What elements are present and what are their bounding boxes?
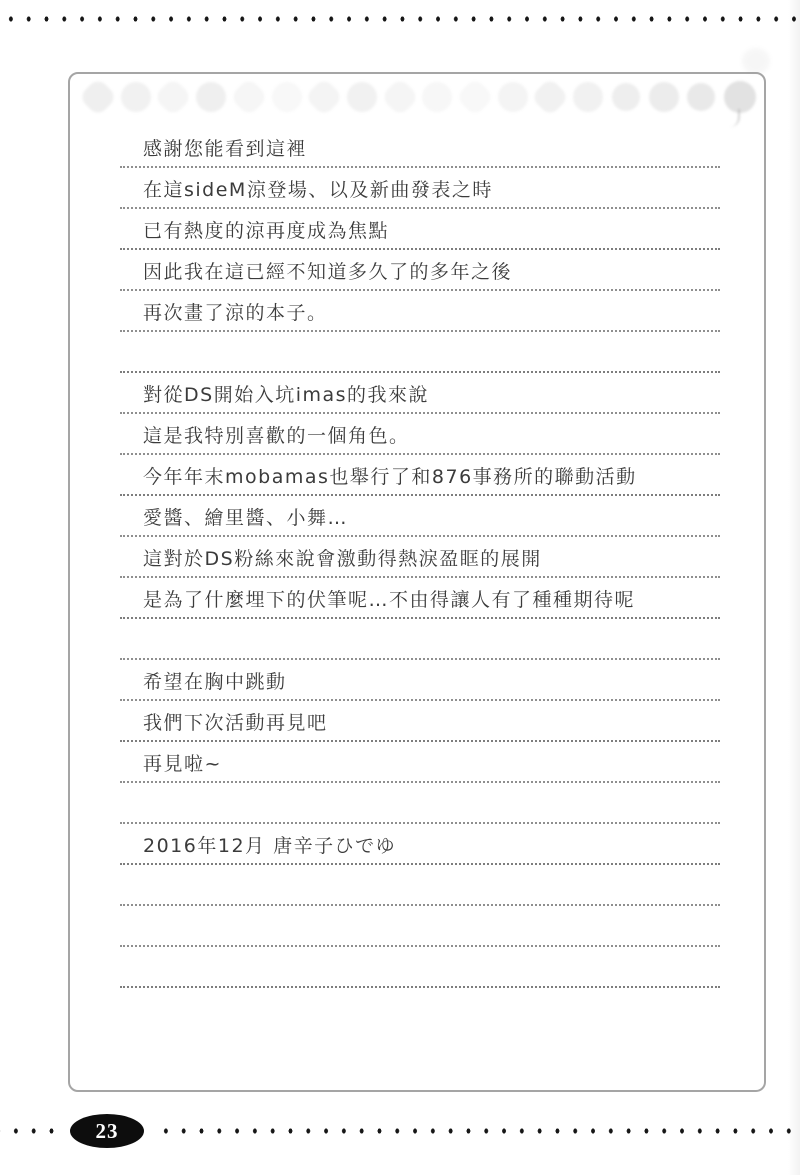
tone-blob-icon <box>573 82 603 112</box>
tone-blob-icon <box>347 82 377 112</box>
line-text: 愛醬、繪里醬、小舞… <box>143 507 349 529</box>
line-text: 再見啦~ <box>143 753 222 775</box>
tone-blob-icon <box>380 77 420 117</box>
scan-smudge <box>742 48 770 74</box>
ruled-line <box>120 127 720 168</box>
ruled-line <box>120 578 720 619</box>
ruled-line <box>120 250 720 291</box>
footer-dotted-border <box>0 1113 800 1149</box>
ruled-line <box>120 414 720 455</box>
tone-blob-icon <box>78 77 118 117</box>
ruled-line <box>120 209 720 250</box>
line-text: 對從DS開始入坑imas的我來說 <box>143 384 430 406</box>
line-text: 感謝您能看到這裡 <box>143 138 308 160</box>
ruled-line <box>120 332 720 373</box>
footer-dots-right <box>157 1125 800 1137</box>
decorative-tone-band <box>84 79 756 115</box>
ruled-line <box>120 455 720 496</box>
top-dotted-border <box>2 13 800 25</box>
ruled-line <box>120 865 720 906</box>
line-text <box>120 652 143 658</box>
tone-blob-icon <box>498 82 528 112</box>
page-number-badge <box>70 1114 144 1148</box>
tone-blob-icon <box>612 83 640 111</box>
line-text: 再次畫了涼的本子。 <box>143 302 328 324</box>
ruled-line <box>120 537 720 578</box>
ruled-line <box>120 619 720 660</box>
tone-blob-icon <box>531 77 571 117</box>
line-text: 已有熱度的涼再度成為焦點 <box>143 220 390 242</box>
line-text: 今年年末mobamas也舉行了和876事務所的聯動活動 <box>143 466 637 488</box>
line-text: 這對於DS粉絲來說會激動得熱淚盈眶的展開 <box>143 548 542 570</box>
line-text <box>120 816 143 822</box>
page-number: 23 <box>95 1118 119 1143</box>
ruled-line <box>120 701 720 742</box>
tone-blob-icon <box>422 82 452 112</box>
line-text <box>120 939 143 945</box>
tone-blob-icon <box>304 77 344 117</box>
line-text: 在這sideM涼登場、以及新曲發表之時 <box>143 179 493 201</box>
tone-blob-icon <box>455 77 495 117</box>
ruled-line <box>120 496 720 537</box>
ruled-line <box>120 168 720 209</box>
ruled-line <box>120 742 720 783</box>
tone-blob-icon <box>724 81 756 113</box>
tone-blob-icon <box>154 77 194 117</box>
tone-blob-icon <box>649 82 679 112</box>
line-text: 這是我特別喜歡的一個角色。 <box>143 425 410 447</box>
ruled-line <box>120 906 720 947</box>
ruled-line <box>120 291 720 332</box>
tone-blob-icon <box>121 82 151 112</box>
line-text: 我們下次活動再見吧 <box>143 712 328 734</box>
ruled-line <box>120 824 720 865</box>
page-edge-shadow <box>788 0 800 1175</box>
tone-blob-icon <box>272 82 302 112</box>
afterword-frame <box>68 72 766 1092</box>
line-text <box>120 365 143 371</box>
line-text: 是為了什麼埋下的伏筆呢…不由得讓人有了種種期待呢 <box>143 589 636 611</box>
ruled-line <box>120 947 720 988</box>
tone-blob-icon <box>196 82 226 112</box>
line-text: 2016年12月 唐辛子ひでゆ <box>143 835 397 857</box>
footer-dots-left <box>0 1125 62 1137</box>
afterword-lines <box>120 127 720 988</box>
line-text <box>120 898 143 904</box>
line-text <box>120 980 143 986</box>
line-text: 因此我在這已經不知道多久了的多年之後 <box>143 261 513 283</box>
tone-blob-icon <box>229 77 269 117</box>
line-text: 希望在胸中跳動 <box>143 671 287 693</box>
tone-tail-icon <box>728 109 740 127</box>
ruled-line <box>120 783 720 824</box>
ruled-line <box>120 660 720 701</box>
tone-blob-icon <box>687 83 715 111</box>
ruled-line <box>120 373 720 414</box>
